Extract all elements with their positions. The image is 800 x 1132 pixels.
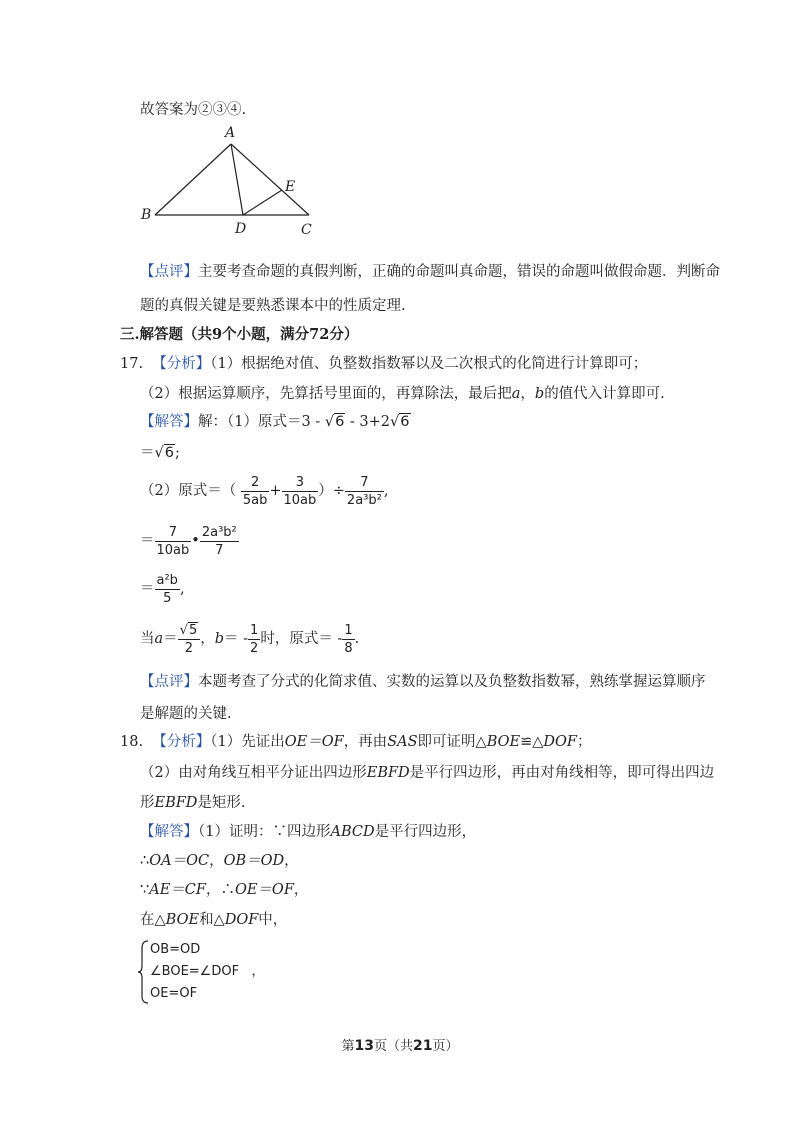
numerator: a²b <box>156 572 178 588</box>
system-brace <box>138 940 150 1004</box>
text: ∠BOE=∠DOF <box>150 964 240 979</box>
text: , <box>179 581 185 597</box>
denominator: 5ab <box>242 492 268 508</box>
denominator: 8 <box>344 640 353 656</box>
edge-AD <box>231 144 243 215</box>
radicand: 6 <box>335 414 345 430</box>
section-title: 三.解答题（共9个小题，满分72分） <box>120 326 359 343</box>
fraction <box>241 474 270 509</box>
text: ，再由 <box>343 734 388 750</box>
answer-line: 故答案为②③④. <box>140 102 247 118</box>
numerator: 1 <box>344 622 353 638</box>
var-b: b <box>214 631 225 647</box>
sqrt-6: √6 <box>324 414 345 430</box>
fraction <box>282 474 319 509</box>
text: ， <box>284 853 299 869</box>
text: ≌△ <box>520 734 544 750</box>
text: • <box>191 533 200 549</box>
q18-analysis-line-3 <box>140 793 246 813</box>
edge-DE <box>243 190 282 215</box>
text: 即可证明△ <box>417 734 487 750</box>
text: （2）由对角线互相平分证出四边形 <box>140 765 367 781</box>
q17-comment-line-2: 是解题的关键. <box>140 706 232 722</box>
text: 解：（1）原式＝3 - <box>198 414 321 430</box>
text: OE＝OF <box>284 734 344 750</box>
numerator: 7 <box>345 474 384 492</box>
numerator: 3 <box>282 474 319 492</box>
label-C: C <box>301 222 312 238</box>
fraction <box>345 474 384 509</box>
q18-answer-line-4 <box>140 910 287 930</box>
text: ， <box>251 964 265 979</box>
fraction <box>342 622 354 657</box>
system-eq-2 <box>150 962 264 982</box>
numerator: √5 <box>178 622 201 640</box>
comment-tag: 【点评】 <box>140 264 198 280</box>
numerator: 7 <box>155 524 192 542</box>
q17-analysis-text: （1）根据绝对值、负整数指数幂以及二次根式的化简进行计算即可； <box>210 356 648 372</box>
q17-analysis-line-2 <box>140 384 665 404</box>
denominator: 2 <box>250 640 259 656</box>
page-total: 21 <box>413 1038 433 1054</box>
triangle-figure <box>135 120 335 245</box>
numerator: 1 <box>250 622 259 638</box>
numerator: 2 <box>241 474 270 492</box>
text: DOF <box>224 912 259 928</box>
q18-answer-line-2 <box>140 851 299 871</box>
q17-analysis-tag: 【分析】 <box>152 356 211 372</box>
text: ，∴ <box>205 882 235 898</box>
system-eq-1: OB=OD <box>150 942 201 957</box>
q17-analysis-line-1 <box>120 354 647 374</box>
text: , <box>383 483 389 499</box>
text: OA＝OC <box>149 853 210 869</box>
text: 形 <box>140 795 155 811</box>
var-b: b <box>534 386 545 402</box>
text: OE＝OF <box>234 882 294 898</box>
text: 本题考查了分式的化简求值、实数的运算以及负整数指数幂，熟练掌握运算顺序 <box>198 674 706 690</box>
text: DOF <box>543 734 577 750</box>
text: 当 <box>140 631 155 647</box>
text: SAS <box>387 734 418 750</box>
fraction <box>155 572 180 607</box>
text: 页（共 <box>373 1039 413 1054</box>
text: ＝ <box>140 581 155 597</box>
text: ， <box>200 631 215 647</box>
text: EBFD <box>366 765 410 781</box>
q17-comment-tag: 【点评】 <box>140 674 198 690</box>
q18-analysis-line-2 <box>140 763 714 783</box>
text: （2）原式＝（ <box>140 483 237 499</box>
system-eq-3: OE=OF <box>150 986 198 1001</box>
text: ＝ <box>163 631 178 647</box>
radicand: 6 <box>164 445 174 461</box>
text: + <box>269 483 282 499</box>
text: 页） <box>432 1039 459 1054</box>
text: ABCD <box>330 824 375 840</box>
q17-answer-line-2 <box>140 443 180 463</box>
text: 的值代入计算即可. <box>544 386 665 402</box>
denominator: 5 <box>163 590 172 606</box>
comment-text: 主要考查命题的真假判断，正确的命题叫真命题，错误的命题叫做假命题．判断命 <box>198 264 720 280</box>
text: 中， <box>258 912 288 928</box>
text: OB＝OD <box>223 853 285 869</box>
q17-step4 <box>140 570 185 608</box>
q18-answer-tag: 【解答】 <box>140 824 198 840</box>
text: 在△ <box>140 912 166 928</box>
text: EBFD <box>154 795 198 811</box>
edge-AC <box>231 144 309 215</box>
denominator: 7 <box>215 542 224 558</box>
fraction <box>178 622 201 657</box>
label-B: B <box>141 207 152 223</box>
denominator: 10ab <box>156 542 190 558</box>
text: （1）先证出 <box>210 734 285 750</box>
sqrt-6c: √6 <box>154 445 174 461</box>
q17-answer-line-1 <box>140 412 411 432</box>
text: 是平行四边形， <box>374 824 477 840</box>
text: 是平行四边形，再由对角线相等，即可得出四边 <box>409 765 715 781</box>
denominator: 10ab <box>283 492 317 508</box>
text: 和△ <box>199 912 225 928</box>
text: ＝ - <box>224 631 249 647</box>
text: （1）证明：∵四边形 <box>198 824 331 840</box>
label-A: A <box>225 125 236 141</box>
sqrt-6b: √6 <box>390 414 410 430</box>
text: ）÷ <box>318 483 345 499</box>
text: ， <box>520 386 535 402</box>
text: BOE <box>165 912 200 928</box>
text: （2）根据运算顺序，先算括号里面的，再算除法，最后把 <box>140 386 512 402</box>
q17-comment-line-1 <box>140 672 706 692</box>
text: 第 <box>341 1039 355 1054</box>
page-footer <box>0 1035 800 1054</box>
numerator: 2a³b² <box>201 524 237 540</box>
fraction <box>155 524 192 559</box>
text: ＝ <box>140 445 155 461</box>
text: AE＝CF <box>149 882 206 898</box>
radicand: 6 <box>400 414 410 430</box>
text: ∵ <box>140 882 150 898</box>
q18-answer-line-3 <box>140 880 308 900</box>
q17-when-line <box>140 620 359 658</box>
q18-answer-line-1 <box>140 822 476 842</box>
label-E: E <box>285 179 296 195</box>
comment-1-line-2: 题的真假关键是要熟悉课本中的性质定理. <box>140 298 406 314</box>
denominator: 2a³b² <box>346 492 382 508</box>
q18-analysis-tag: 【分析】 <box>152 734 211 750</box>
label-D: D <box>235 221 247 237</box>
var-a: a <box>511 386 521 402</box>
text: ， <box>293 882 309 898</box>
q17-number: 17. <box>120 356 144 372</box>
text: - 3+2 <box>349 414 391 430</box>
text: ， <box>209 853 224 869</box>
text: ； <box>576 734 592 750</box>
comment-1-line-1 <box>140 262 720 282</box>
text: 是矩形. <box>197 795 246 811</box>
text: . <box>354 631 360 647</box>
q17-step3 <box>140 522 239 560</box>
q17-answer-tag: 【解答】 <box>140 414 198 430</box>
var-a: a <box>154 631 164 647</box>
fraction <box>200 524 239 559</box>
q17-part2-line <box>140 472 388 510</box>
radicand: 5 <box>188 622 198 638</box>
text: ＝ <box>140 533 155 549</box>
q18-number: 18. <box>120 734 144 750</box>
text: ; <box>174 445 180 461</box>
text: ∴ <box>140 853 150 869</box>
page-number: 13 <box>354 1038 374 1054</box>
edge-BA <box>155 144 231 215</box>
fraction <box>248 622 260 657</box>
text: 时，原式＝ - <box>260 631 343 647</box>
q18-analysis-line-1 <box>120 732 591 752</box>
text: BOE <box>486 734 521 750</box>
denominator: 2 <box>184 640 194 656</box>
